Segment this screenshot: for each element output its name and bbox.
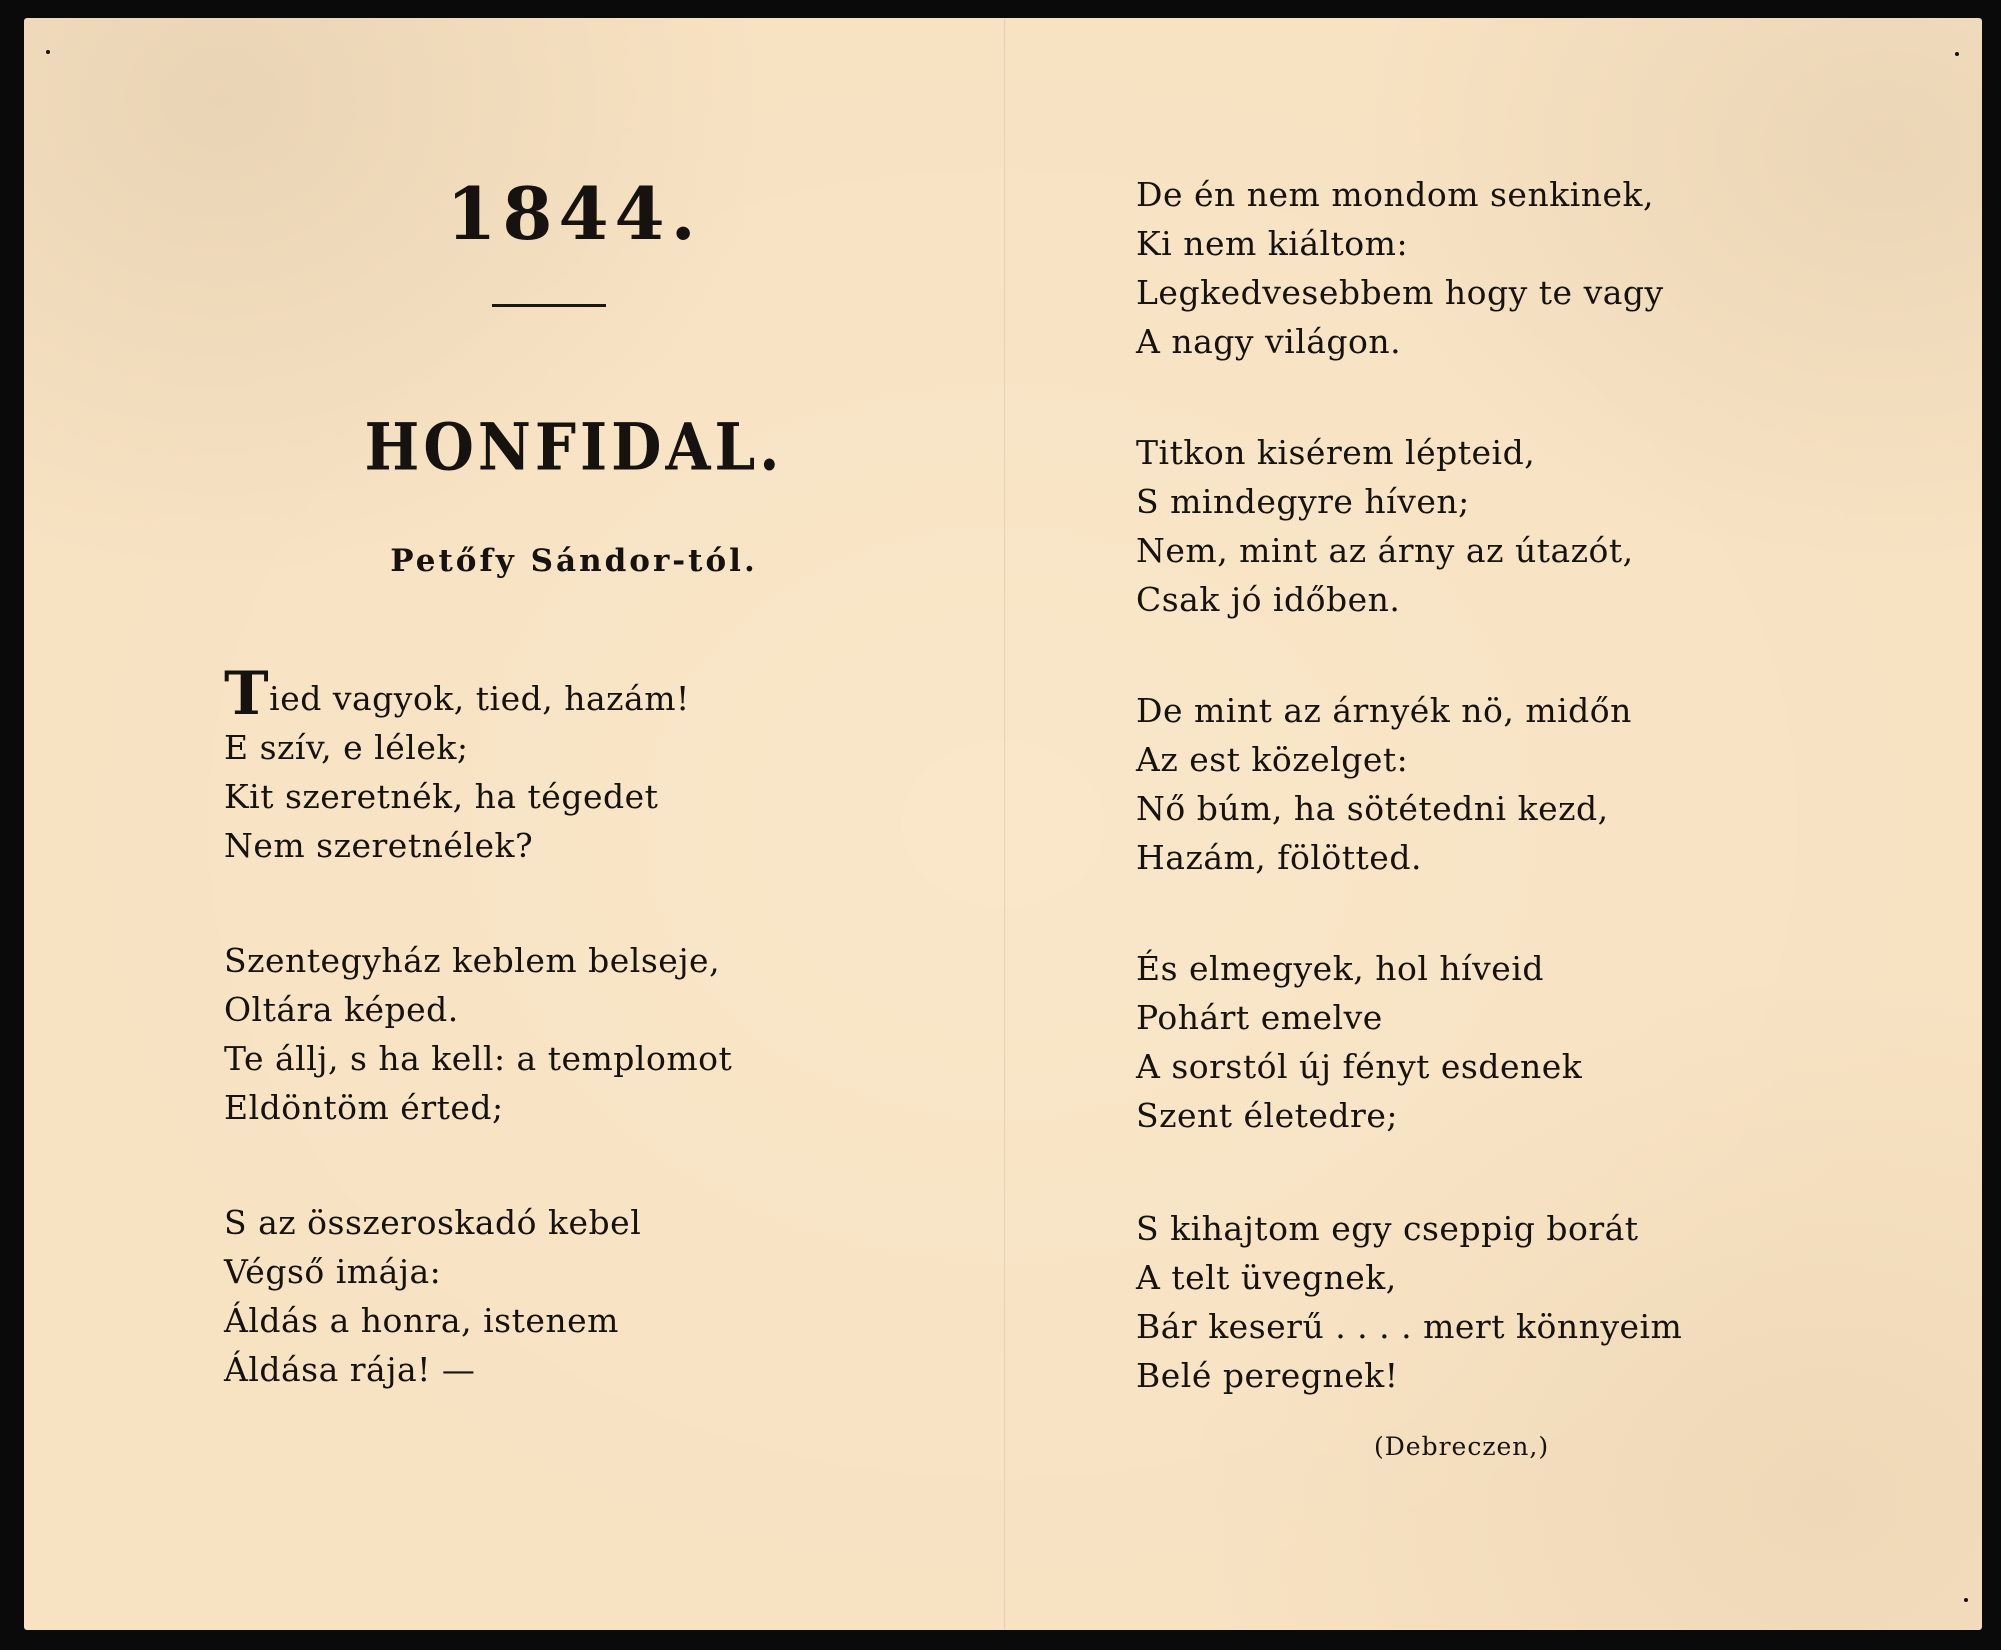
stanza-line: Áldása rája! — — [224, 1350, 476, 1389]
stanza-line: Kit szeretnék, ha tégedet — [224, 777, 659, 816]
stanza-line: Ki nem kiáltom: — [1136, 224, 1409, 263]
year-heading: 1844. — [446, 171, 702, 256]
stanza-line: Eldöntöm érted; — [224, 1088, 504, 1127]
stanza-line: A telt üvegnek, — [1136, 1258, 1397, 1297]
stanza-line: De mint az árnyék nö, midőn — [1136, 691, 1632, 730]
center-fold — [1004, 18, 1006, 1630]
paper-speck — [1964, 1598, 1968, 1602]
stanza-line: S mindegyre híven; — [1136, 482, 1470, 521]
stanza-line: Te állj, s ha kell: a templomot — [224, 1039, 733, 1078]
stanza-line: Titkon kisérem lépteid, — [1136, 433, 1536, 472]
stanza-line: A sorstól új fényt esdenek — [1136, 1047, 1583, 1086]
stanza-line: Végső imája: — [224, 1252, 442, 1291]
stanza-line: Oltára képed. — [224, 990, 459, 1029]
paper-speck — [46, 50, 50, 54]
stanza-line: Az est közelget: — [1136, 740, 1409, 779]
stanza-line: Nő búm, ha sötétedni kezd, — [1136, 789, 1609, 828]
stanza-line — [224, 659, 690, 729]
heading-rule — [492, 304, 606, 307]
paper-sheet — [24, 18, 1982, 1630]
stanza-5 — [1136, 428, 1634, 624]
stanza-line: Legkedvesebbem hogy te vagy — [1136, 273, 1664, 312]
stanza-line-text: ied vagyok, tied, hazám! — [269, 679, 690, 718]
stanza-7 — [1136, 944, 1582, 1140]
place-signature: (Debreczen,) — [1374, 1432, 1550, 1461]
stanza-line: A nagy világon. — [1136, 322, 1402, 361]
stanza-line: E szív, e lélek; — [224, 728, 469, 767]
stanza-6 — [1136, 686, 1632, 882]
stanza-2 — [224, 936, 732, 1132]
stanza-line: Bár keserű . . . . mert könnyeim — [1136, 1307, 1683, 1346]
stanza-line: Hazám, fölötted. — [1136, 838, 1422, 877]
stanza-line: De én nem mondom senkinek, — [1136, 175, 1655, 214]
stanza-line: Csak jó időben. — [1136, 580, 1401, 619]
poem-title: HONFIDAL. — [364, 408, 784, 486]
stanza-line: És elmegyek, hol híveid — [1136, 949, 1545, 988]
stanza-line: Áldás a honra, istenem — [224, 1301, 619, 1340]
stanza-line: S az összeroskadó kebel — [224, 1203, 642, 1242]
stanza-1 — [224, 659, 690, 870]
paper-speck — [1955, 52, 1959, 56]
stanza-line: Nem, mint az árny az útazót, — [1136, 531, 1634, 570]
stanza-line: Belé peregnek! — [1136, 1356, 1399, 1395]
stanza-3 — [224, 1198, 641, 1394]
author-line: Petőfy Sándor-tól. — [390, 543, 758, 579]
drop-cap: T — [224, 659, 270, 729]
stanza-line: Nem szeretnélek? — [224, 826, 534, 865]
stanza-4 — [1136, 170, 1664, 366]
stanza-line: Szent életedre; — [1136, 1096, 1398, 1135]
stanza-line: S kihajtom egy cseppig borát — [1136, 1209, 1639, 1248]
stanza-line: Szentegyház keblem belseje, — [224, 941, 721, 980]
stanza-line: Pohárt emelve — [1136, 998, 1383, 1037]
stanza-8 — [1136, 1204, 1682, 1400]
